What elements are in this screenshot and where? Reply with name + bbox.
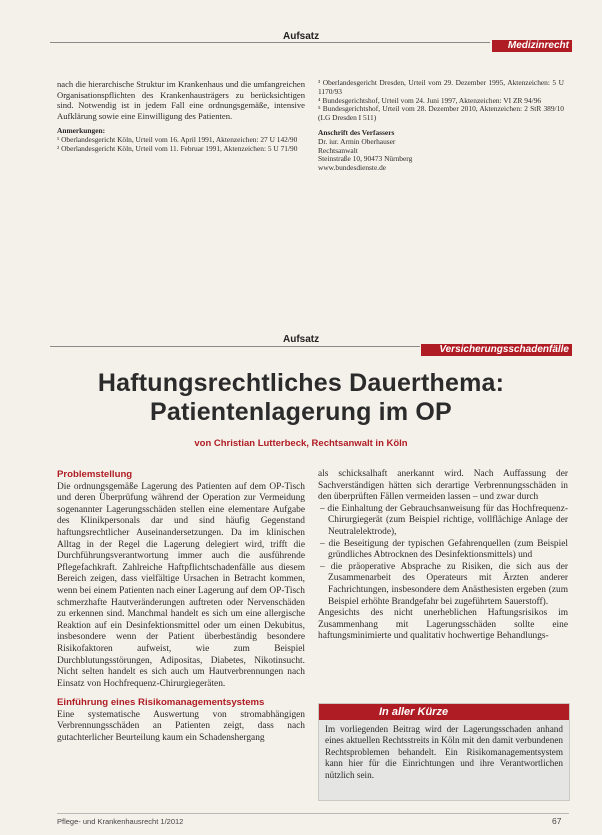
category-badge-top: Medizinrecht (492, 40, 572, 52)
page-number: 67 (552, 816, 562, 826)
top-left-column (57, 79, 305, 154)
footnote-2: ² Oberlandesgericht Köln, Urteil vom 11. Februar 1991, Aktenzeichen: 5 U 71/90 (57, 143, 298, 153)
top-right-column (318, 79, 564, 173)
address-line-4: www.bundesdienste.de (318, 163, 387, 173)
address-heading: Anschrift des Verfassers (318, 127, 395, 137)
address-line-2: Rechtsanwalt (318, 145, 358, 155)
footnote-3: ³ Oberlandesgericht Dresden, Urteil vom 29. Dezember 1995, Aktenzeichen: 5 U 1170/93 (318, 78, 564, 96)
address-line-1: Dr. iur. Armin Oberhauser (318, 136, 396, 146)
article-title-line-1: Haftungsrechtliches Dauerthema: (97, 369, 505, 397)
article-title-line-2: Patientenlagerung im OP (150, 398, 452, 426)
header-rule-article (50, 346, 420, 347)
paragraph-risikomanagement: Eine systematische Auswertung von stromabhängigen Verbrennungsschäden an Patienten zeigt, dass nach gutachterlicher Beurteilung kaum ein Schadenshergang (57, 709, 305, 744)
heading-problemstellung: Problemstellung (57, 469, 133, 480)
footnote-5: ⁵ Bundesgerichtshof, Urteil vom 28. Dezember 2010, Aktenzeichen: 2 StR 389/10 (LG Dresden I 511) (318, 104, 564, 123)
summary-box-text: Im vorliegenden Beitrag wird der Lagerungsschaden anhand eines aktuellen Rechtsstreits in Köln mit den damit verbundenen Rechtsproblemen behandelt. Ein Risikomanagementsystem kann hier für die Einrichtungen und ihre Verantwortlichen nützlich sein. (325, 724, 563, 780)
heading-risikomanagement: Einführung eines Risikomanagementsystems (57, 697, 265, 709)
top-left-paragraph: nach die hierarchische Struktur im Krankenhaus und die umfangreichen Organisationspflichten des Krankenhausträgers zu berücksichtigen sind. Notwendig ist in jedem Fall eine ordnungsgemäße, intensive Aufklärung sowie eine Einwilligung des Patienten. (57, 79, 305, 121)
footer-rule (57, 813, 569, 814)
section-label-article: Aufsatz (283, 334, 320, 345)
category-badge-article: Versicherungsschadenfälle (421, 344, 572, 356)
list-item: – die Beseitigung der typischen Gefahrenquellen (zum Beispiel gründliches Abtrocknen des Desinfektionsmittels) und (320, 538, 568, 561)
measures-list (318, 504, 568, 608)
section-label-top: Aufsatz (283, 31, 320, 42)
address-line-3: Steinstraße 10, 90473 Nürnberg (318, 154, 413, 164)
notes-heading: Anmerkungen: (57, 126, 106, 136)
header-rule-top (50, 42, 490, 43)
footnote-1: ¹ Oberlandesgericht Köln, Urteil vom 16. April 1991, Aktenzeichen: 27 U 142/90 (57, 135, 298, 145)
summary-box-title: In aller Kürze (319, 704, 569, 720)
paragraph-right-intro: als schicksalhaft anerkannt wird. Nach Auffassung der Sachverständigen hätten sich derartige Verbrennungsschäden in den überprüften Fällen vermeiden lassen – und zwar durch (318, 469, 568, 503)
article-byline: von Christian Lutterbeck, Rechtsanwalt in Köln (194, 438, 408, 449)
article-left-column (57, 469, 305, 745)
paragraph-problemstellung: Die ordnungsgemäße Lagerung des Patienten auf dem OP-Tisch und deren Überprüfung während der Operation zur Vermeidung sogenannter Lagerungsschäden stellen eine elementare Aufgabe des Klinikpersonals dar und sind häufig Gegenstand haftungsrechtlicher Auseinandersetzungen. Da im klinischen Alltag in der Regel die Lagerung delegiert wird, trifft die Durchführungsverantwortung immer auch die ausführende Pflegefachkraft. Zahlreiche Haftpflichtschadenfälle aus diesem Bereich zeigen, dass vielfältige Ursachen in Betracht kommen, wenn bei einem Patienten nach einer Lagerung auf dem OP-Tisch schmerzhafte Hautveränderungen auftreten oder Nervenschäden zu erkennen sind. Manchmal handelt es sich um eine allergische Reaktion auf ein Desinfektionsmittel oder um einen Dekubitus, insbesondere wenn der Patient überbeständig besondere Risikofaktoren aufweist, wie zum Beispiel Durchblutungsstörungen, Adipositas, Diabetes, Nikotinsucht. Nicht selten handelt es sich auch um Hautverbrennungen nach Einsatz von Hochfrequenz-Chirurgiegeräten. (57, 481, 305, 689)
footer-journal: Pflege- und Krankenhausrecht 1/2012 (57, 817, 184, 826)
article-right-column (318, 469, 568, 643)
summary-box (318, 703, 570, 801)
list-item: – die präoperative Absprache zu Risiken, die sich aus der Zusammenarbeit des Operateurs mit Ärzten anderer Fachrichtungen, insbesondere dem Anästhesisten ergeben (zum Beispiel erhöhte Brandgefahr bei zugeführtem Sauerstoff). (320, 561, 568, 607)
list-item: – die Einhaltung der Gebrauchsanweisung für das Hochfrequenz-Chirurgiegerät (zum Beispiel richtige, vollflächige Anlage der Neutralelektrode), (320, 503, 568, 537)
footnote-4: ⁴ Bundesgerichtshof, Urteil vom 24. Juni 1997, Aktenzeichen: VI ZR 94/96 (318, 95, 542, 105)
paragraph-right-conclusion: Angesichts des nicht unerheblichen Haftungsrisikos im Zusammenhang mit Lagerungsschäden sollte eine haftungsminimierte und qualitativ hochwertige Behandlungs- (318, 608, 568, 642)
